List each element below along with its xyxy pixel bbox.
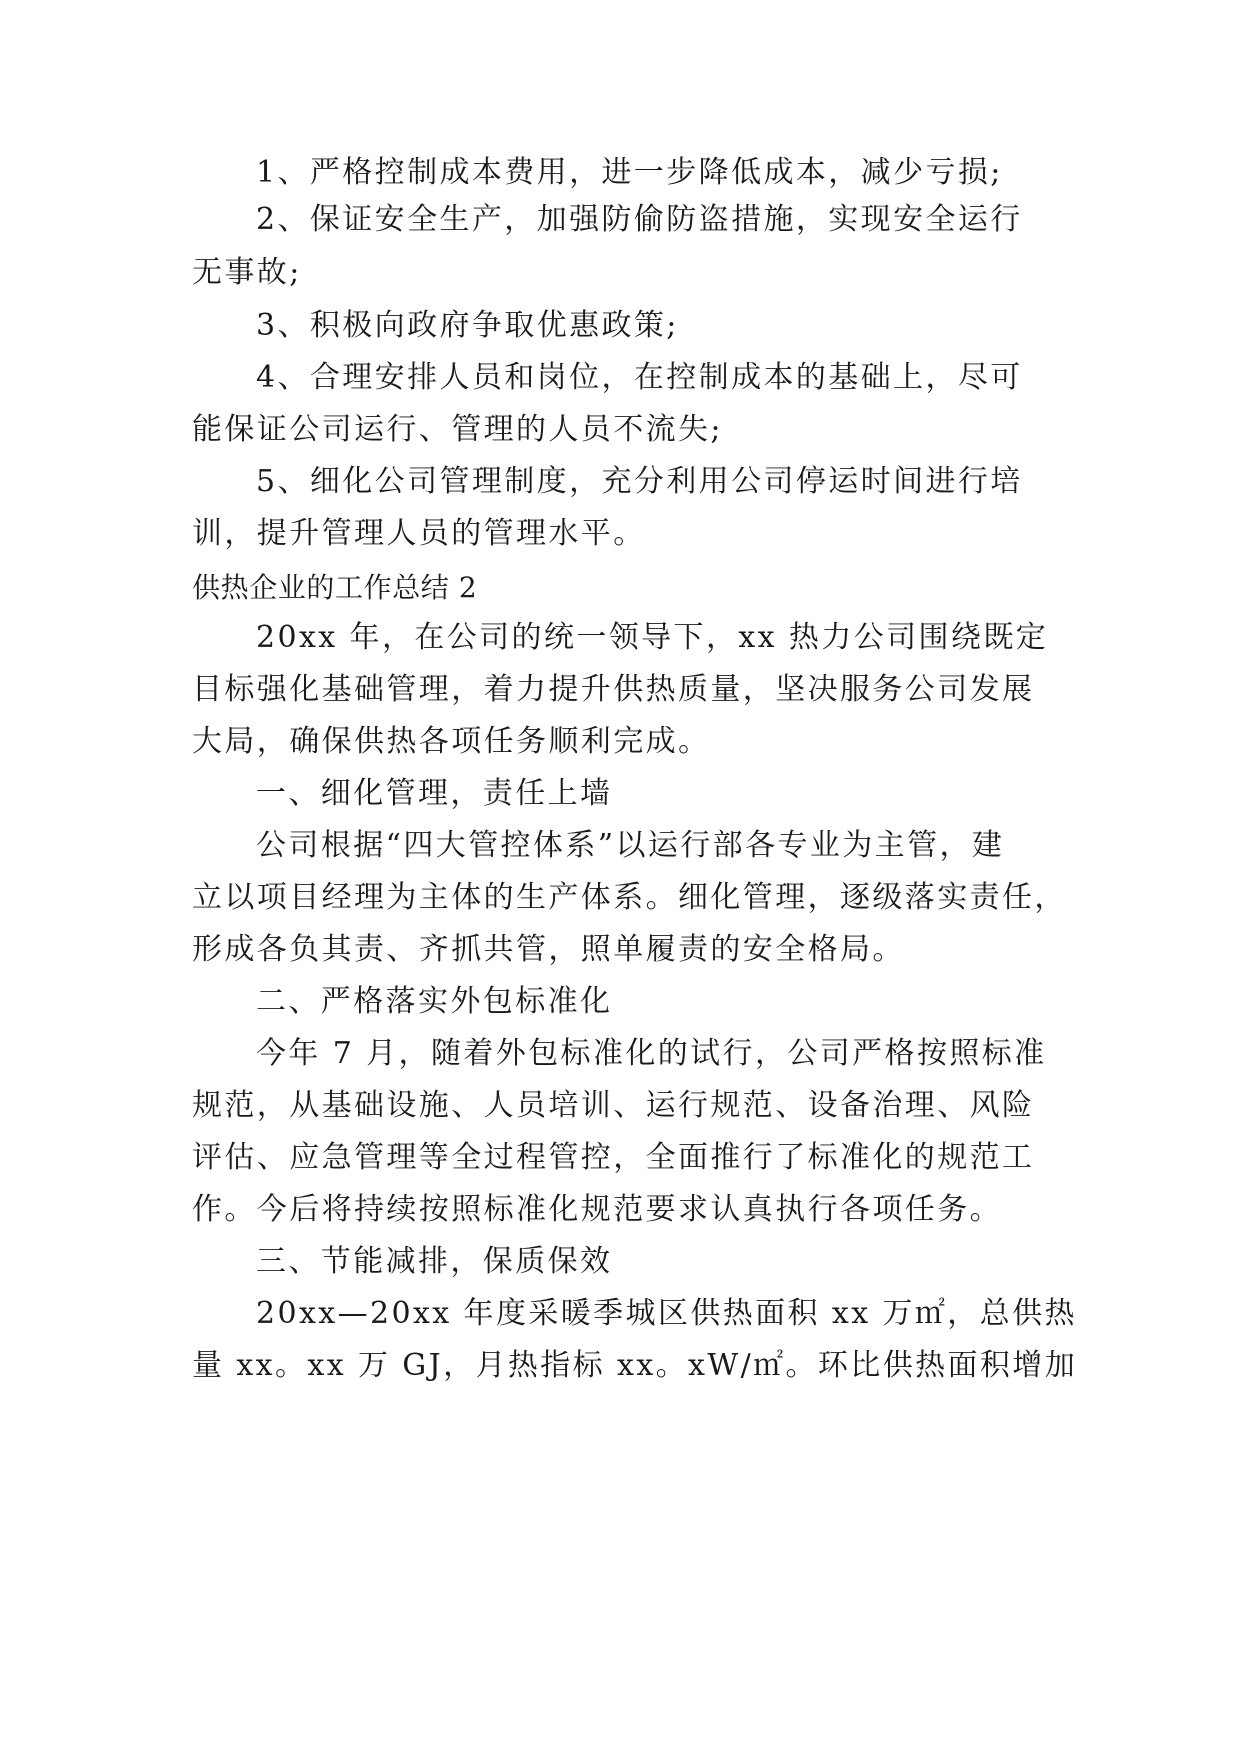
- list-item-4-continued: 能保证公司运行、管理的人员不流失;: [192, 412, 723, 447]
- paragraph-intro-line-2: 目标强化基础管理，着力提升供热质量，坚决服务公司发展: [192, 672, 1035, 707]
- paragraph-2-line-1: 今年 7 月，随着外包标准化的试行，公司严格按照标准: [256, 1036, 1047, 1071]
- section-title: 供热企业的工作总结 2: [192, 571, 478, 604]
- list-item-5: 5、细化公司管理制度，充分利用公司停运时间进行培: [256, 464, 1023, 499]
- paragraph-3-line-1: 20xx—20xx 年度采暖季城区供热面积 xx 万㎡，总供热: [256, 1296, 1077, 1331]
- paragraph-2-line-4: 作。今后将持续按照标准化规范要求认真执行各项任务。: [192, 1192, 1002, 1227]
- list-item-2: 2、保证安全生产，加强防偷防盗措施，实现安全运行: [256, 202, 1023, 237]
- list-item-2-continued: 无事故;: [192, 255, 302, 290]
- list-item-1: 1、严格控制成本费用，进一步降低成本，减少亏损;: [256, 155, 1003, 190]
- subheading-1: 一、细化管理，责任上墙: [256, 776, 613, 811]
- list-item-4: 4、合理安排人员和岗位，在控制成本的基础上，尽可: [256, 360, 1023, 395]
- list-item-5-continued: 训，提升管理人员的管理水平。: [192, 516, 646, 551]
- paragraph-1-line-2: 立以项目经理为主体的生产体系。细化管理，逐级落实责任，: [192, 880, 1067, 915]
- list-item-3: 3、积极向政府争取优惠政策;: [256, 308, 679, 343]
- paragraph-1-line-3: 形成各负其责、齐抓共管，照单履责的安全格局。: [192, 932, 905, 967]
- paragraph-3-line-2: 量 xx。xx 万 GJ，月热指标 xx。xW/㎡。环比供热面积增加: [192, 1348, 1078, 1383]
- paragraph-2-line-3: 评估、应急管理等全过程管控，全面推行了标准化的规范工: [192, 1140, 1035, 1175]
- paragraph-1-line-1: 公司根据“四大管控体系”以运行部各专业为主管，建: [256, 828, 1005, 863]
- paragraph-intro-line-1: 20xx 年，在公司的统一领导下，xx 热力公司围绕既定: [256, 620, 1049, 655]
- paragraph-intro-line-3: 大局，确保供热各项任务顺利完成。: [192, 724, 711, 759]
- subheading-2: 二、严格落实外包标准化: [256, 984, 613, 1019]
- subheading-3: 三、节能减排，保质保效: [256, 1244, 613, 1279]
- paragraph-2-line-2: 规范，从基础设施、人员培训、运行规范、设备治理、风险: [192, 1088, 1035, 1123]
